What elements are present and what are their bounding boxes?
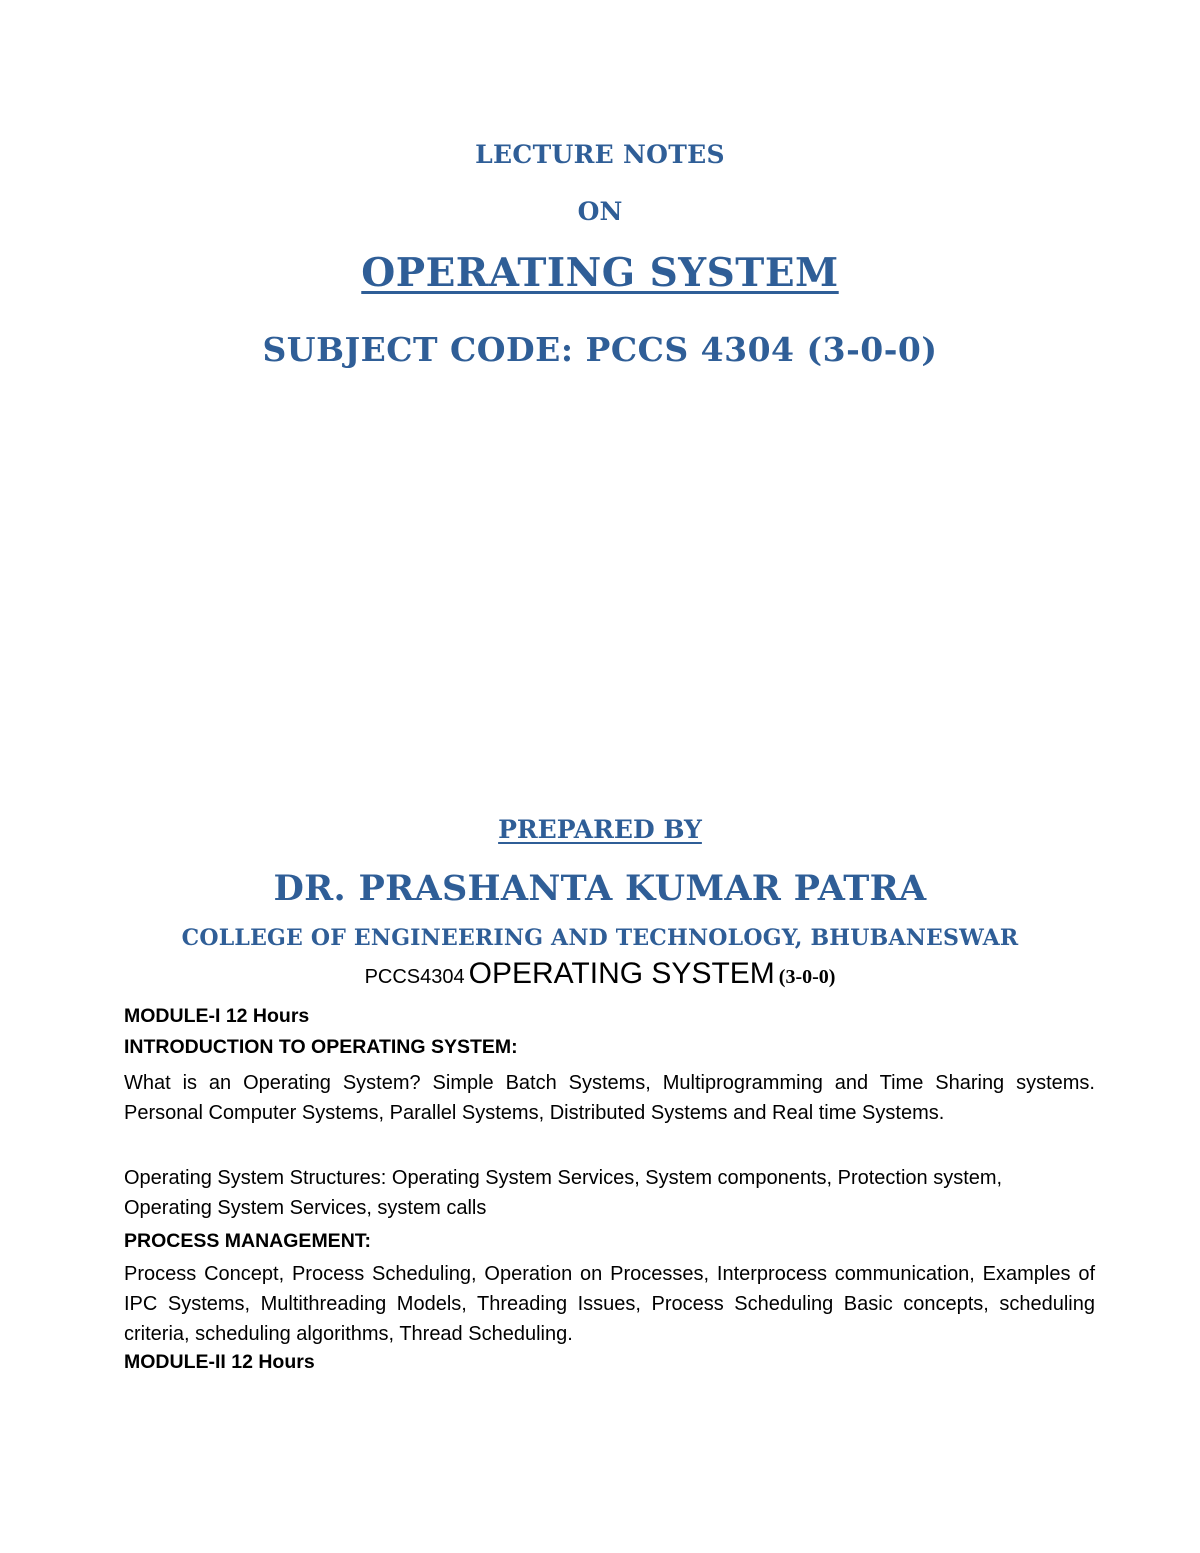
cover-author: DR. PRASHANTA KUMAR PATRA	[273, 868, 927, 909]
module-2-heading: MODULE-II 12 Hours	[124, 1351, 315, 1373]
cover-prepared-by: PREPARED BY	[498, 815, 702, 844]
intro-heading: INTRODUCTION TO OPERATING SYSTEM:	[124, 1036, 518, 1058]
syllabus-title	[0, 957, 1200, 991]
module-1-heading: MODULE-I 12 Hours	[124, 1005, 310, 1027]
cover-subject-code: SUBJECT CODE: PCCS 4304 (3-0-0)	[262, 330, 938, 369]
cover-lecture-notes: LECTURE NOTES	[475, 140, 725, 169]
cover-college: COLLEGE OF ENGINEERING AND TECHNOLOGY, BHUBANESWAR	[181, 925, 1019, 951]
syllabus-credits: (3-0-0)	[778, 966, 836, 988]
process-heading: PROCESS MANAGEMENT:	[124, 1230, 372, 1252]
intro-paragraph: What is an Operating System? Simple Batch Systems, Multiprogramming and Time Sharing systems. Personal Computer Systems, Parallel Systems, Distributed Systems and Real time Systems.	[124, 1072, 1095, 1124]
cover-on: ON	[577, 197, 623, 226]
cover-title: OPERATING SYSTEM	[361, 250, 839, 296]
syllabus-code: PCCS4304	[364, 966, 465, 988]
process-paragraph: Process Concept, Process Scheduling, Operation on Processes, Interprocess communication, Examples of IPC Systems, Multithreading Models, Threading Issues, Process Scheduling Basic concepts, scheduling criteria, scheduling algorithms, Thread Scheduling.	[124, 1263, 1095, 1345]
syllabus-name: OPERATING SYSTEM	[468, 957, 775, 990]
structures-paragraph: Operating System Structures: Operating System Services, System components, Protection system, Operating System Services, system calls	[124, 1167, 1003, 1219]
